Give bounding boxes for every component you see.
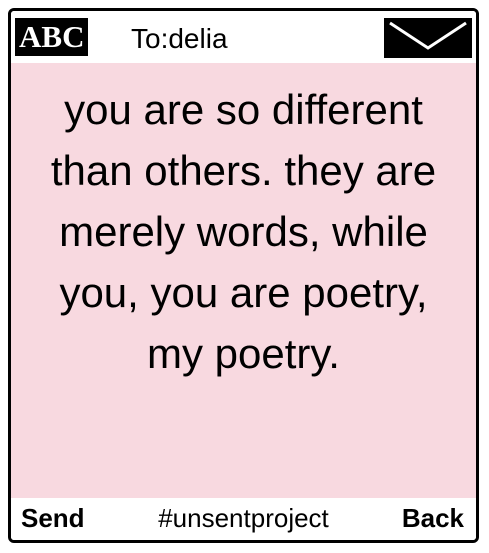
- message-body-area[interactable]: [11, 63, 476, 504]
- back-button[interactable]: Back: [401, 503, 464, 533]
- message-text: you are so different than others. they are merely words, while you, you are poetry, my poetry.: [50, 86, 437, 377]
- header-bar: [11, 11, 476, 63]
- input-mode-indicator: ABC: [15, 18, 88, 56]
- to-label: To:: [131, 23, 169, 54]
- softkey-bar: [11, 498, 476, 540]
- envelope-icon: [384, 18, 472, 58]
- recipient-line: [131, 23, 228, 55]
- send-button[interactable]: Send: [21, 503, 85, 533]
- phone-screen: [8, 8, 479, 543]
- hashtag-label: #unsentproject: [158, 503, 329, 533]
- recipient-name: delia: [168, 23, 228, 54]
